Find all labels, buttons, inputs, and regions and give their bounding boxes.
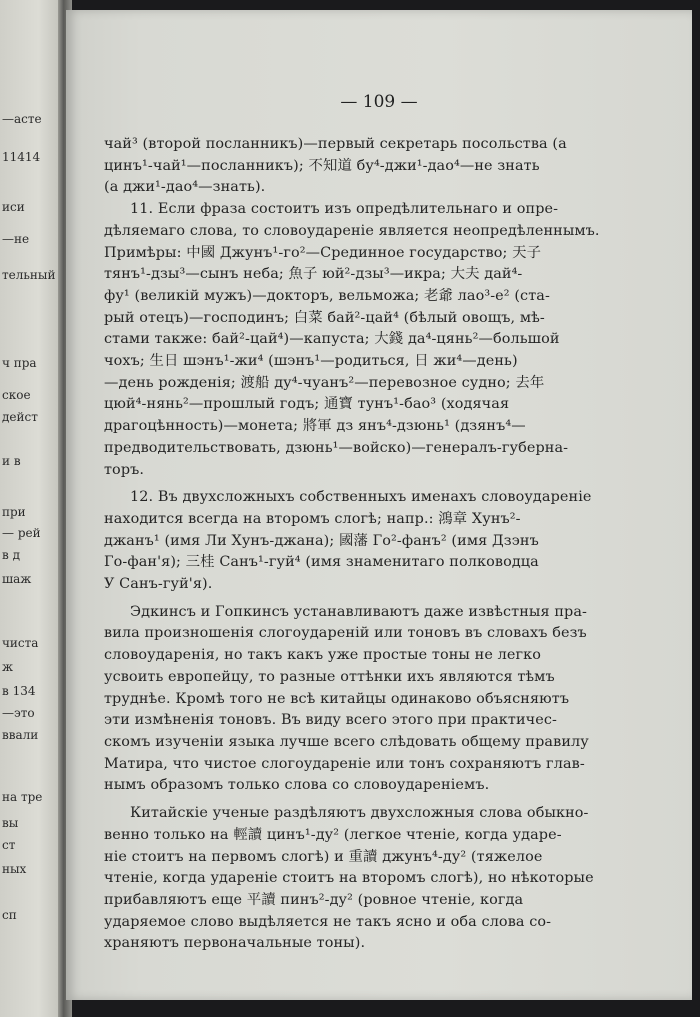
text-line: (а джи¹-дао⁴—знать). — [104, 179, 266, 196]
text-line: У Санъ-гуй'я). — [104, 576, 213, 593]
left-page-fragment: ст — [2, 838, 16, 852]
text-line: рый отецъ)—господинъ; 白菜 бай²-цай⁴ (бѣлый овощъ, мѣ- — [104, 309, 545, 326]
text-line: Матира, что чистое слогоударенiе или тонъ сохраняютъ глав- — [104, 755, 585, 772]
text-line: тянъ¹-дзы³—сынъ неба; 魚子 юй²-дзы³—икра; 大夫 дай⁴- — [104, 266, 523, 283]
text-line: эти измѣненiя тоновъ. Въ виду всего этого при практичес- — [104, 712, 558, 729]
text-line: чтенiе, когда ударенiе стоитъ на второмъ слогѣ), но нѣкоторые — [104, 870, 594, 887]
text-line: чохъ; 生日 шэнъ¹-жи⁴ (шэнъ¹—родиться, 日 жи⁴—день) — [104, 353, 518, 370]
text-line: предводительствовать, дзюнь¹—войско)—генералъ-губерна- — [104, 439, 569, 456]
left-page-fragment: и в — [2, 454, 21, 468]
text-line: дѣляемаго слова, то словоударенiе является неопредѣленнымъ. — [104, 222, 600, 239]
text-line: вила произношенiя слогоударенiй или тоновъ въ словахъ безъ — [104, 625, 587, 642]
left-page-fragment: — рей — [2, 526, 41, 540]
text-line: джанъ¹ (имя Ли Хунъ-джана); 國藩 Го²-фанъ² (имя Дзэнъ — [104, 532, 539, 549]
text-line: чай³ (второй посланникъ)—первый секретарь посольства (а — [104, 136, 567, 152]
text-line: Примѣры: 中國 Джунъ¹-го²—Срединное государство; 天子 — [104, 244, 542, 261]
text-line: цюй⁴-нянь²—прошлый годъ; 通寶 тунъ¹-бао³ (ходячая — [104, 396, 510, 413]
page-text — [104, 134, 640, 955]
left-page-fragment: чиста — [2, 636, 39, 650]
text-line: усвоить европейцу, то разные оттѣнки ихъ являются тѣмъ — [104, 668, 555, 685]
left-page-fragment: тельный — [2, 268, 56, 282]
left-page-fragment: ское — [2, 388, 31, 402]
book-page — [66, 10, 692, 1000]
text-line: прибавляютъ еще 平讀 пинъ²-ду² (ровное чтенiе, когда — [104, 891, 524, 908]
left-page-fragment: иси — [2, 200, 25, 214]
text-line: храняютъ первоначальные тоны). — [104, 935, 366, 952]
left-page-fragment: ных — [2, 862, 27, 876]
left-page-fragment: ж — [2, 660, 14, 674]
left-page-fragment: —асте — [2, 112, 42, 126]
text-line: драгоцѣнность)—монета; 將軍 дз янъ⁴-дзюнь¹ (дзянъ⁴— — [104, 418, 526, 435]
left-page-fragment: на тре — [2, 790, 43, 804]
left-page-fragment: —не — [2, 232, 30, 246]
paragraph-scholars-start: Китайскiе ученые раздѣляютъ двухсложныя слова обыкно- — [130, 805, 589, 822]
text-line: фу¹ (великiй мужъ)—докторъ, вельможа; 老爺 лао³-е² (ста- — [104, 287, 550, 304]
text-line: цинъ¹-чай¹—посланникъ); 不知道 бу⁴-джи¹-дао⁴—не знать — [104, 157, 540, 174]
text-line: венно только на 輕讀 цинъ¹-ду² (легкое чтенiе, когда ударе- — [104, 826, 562, 843]
left-page-fragment: при — [2, 505, 26, 519]
text-line: ударяемое слово выдѣляется не такъ ясно и оба слова со- — [104, 913, 552, 930]
text-line: труднѣе. Кромѣ того не всѣ китайцы одинаково объясняютъ — [104, 690, 570, 707]
left-page-fragment: ч пра — [2, 356, 37, 370]
paragraph-11-start: 11. Если фраза состоитъ изъ опредѣлительнаго и опре- — [130, 201, 559, 218]
text-line: нiе стоитъ на первомъ слогѣ) и 重讀 джунъ⁴-ду² (тяжелое — [104, 848, 543, 865]
text-line: торъ. — [104, 461, 145, 478]
left-page-fragment: в 134 — [2, 684, 36, 698]
page-number: — 109 — — [340, 92, 418, 112]
paragraph-edkins-start: Эдкинсъ и Гопкинсъ устанавливаютъ даже извѣстныя пра- — [130, 603, 587, 620]
left-page-fragment: 11414 — [2, 150, 41, 164]
text-line: находится всегда на второмъ слогѣ; напр.: 鴻章 Хунъ²- — [104, 510, 521, 527]
paragraph-12-start: 12. Въ двухсложныхъ собственныхъ именахъ словоударенiе — [130, 489, 592, 506]
left-page-fragment: ввали — [2, 728, 39, 742]
left-page-edge — [0, 0, 64, 1017]
text-line: скомъ изученiи языка лучше всего слѣдовать общему правилу — [104, 733, 589, 750]
left-page-fragment: сп — [2, 908, 17, 922]
text-line: —день рожденiя; 渡船 ду⁴-чуанъ²—перевозное судно; 去年 — [104, 374, 545, 391]
left-page-fragment: —это — [2, 706, 35, 720]
left-page-fragment: дейст — [2, 410, 38, 424]
text-line: нымъ образомъ только слова со словоударенiемъ. — [104, 777, 490, 794]
left-page-fragment: вы — [2, 816, 19, 830]
left-page-fragment: в д — [2, 548, 20, 562]
text-line: Го-фан'я); 三桂 Санъ¹-гуй⁴ (имя знаменитаго полководца — [104, 554, 539, 571]
left-page-fragment: шаж — [2, 572, 32, 586]
text-line: словоударенiя, но такъ какъ уже простые тоны не легко — [104, 647, 541, 664]
text-line: стами также: бай²-цай⁴)—капуста; 大錢 да⁴-цянь²—большой — [104, 331, 560, 348]
